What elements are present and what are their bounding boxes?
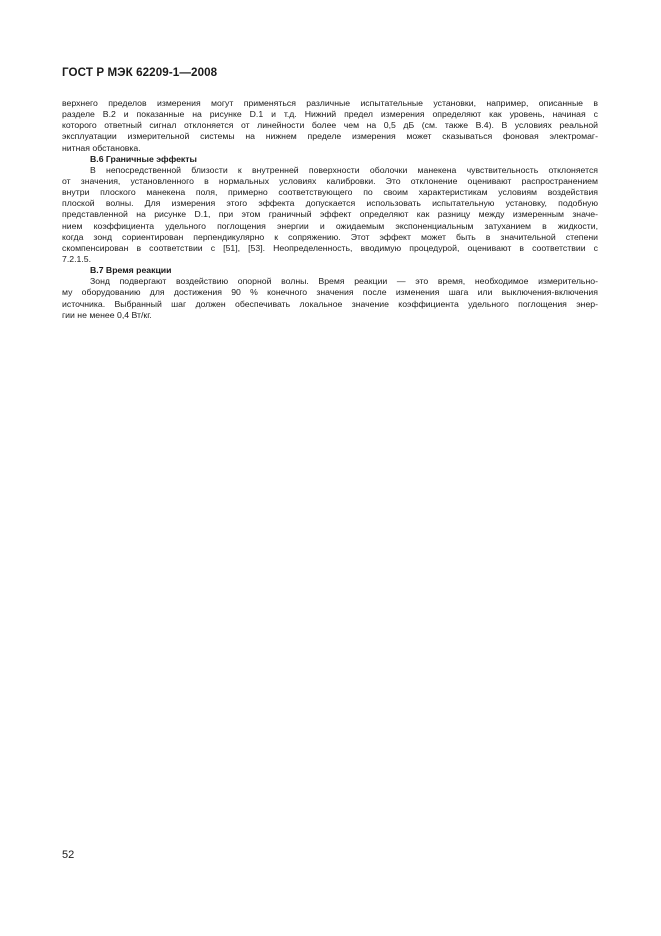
text-line: 7.2.1.5.	[62, 253, 91, 264]
text-line: внутри плоского манекена поля, примерно соответствующего по своим характеристикам условиям воздействия	[62, 187, 598, 198]
text-line: разделе В.2 и показанные на рисунке D.1 и т.д. Нижний предел измерения определяют как уровень, начиная с	[62, 109, 598, 120]
text-line: му оборудованию для достижения 90 % конечного значения после изменения шага или выключения-включения	[62, 287, 598, 298]
text-line: представленной на рисунке D.1, при этом граничный эффект определяют как разницу между измеренным значе-	[62, 209, 598, 220]
text-line: нием коэффициента удельного поглощения энергии и ожидаемым экспоненциальным затуханием в жидкости,	[62, 220, 598, 231]
text-line: источника. Выбранный шаг должен обеспечивать локальное значение коэффициента удельного поглощения энер-	[62, 298, 598, 309]
text-line: которого ответный сигнал отклоняется от линейности более чем на 0,5 дБ (см. также В.4). В условиях реальной	[62, 120, 598, 131]
text-line: от значения, установленного в нормальных условиях калибровки. Это отклонение оценивают распространением	[62, 175, 598, 186]
section-heading-b6: В.6 Граничные эффекты	[90, 153, 197, 164]
text-line: скомпенсирован в соответствии с [51], [53]. Неопределенность, вводимую процедурой, оценивают в соответствии с	[62, 242, 598, 253]
text-line: гии не менее 0,4 Вт/кг.	[62, 309, 152, 320]
page-number: 52	[62, 849, 75, 861]
text-line: В непосредственной близости к внутренней поверхности оболочки манекена чувствительность отклоняется	[90, 164, 598, 175]
section-heading-b7: В.7 Время реакции	[90, 265, 172, 276]
body-text	[62, 98, 598, 321]
document-header: ГОСТ Р МЭК 62209-1—2008	[62, 66, 218, 79]
text-line: Зонд подвергают воздействию опорной волны. Время реакции — это время, необходимое измерительно-	[90, 276, 598, 287]
text-line: когда зонд сориентирован перпендикулярно к сопряжению. Этот эффект может быть в значительной степени	[62, 231, 598, 242]
text-line: плоской волны. Для измерения этого эффекта допускается использовать испытательную установку, подобную	[62, 198, 598, 209]
text-line: эксплуатации измерительной системы на нижнем пределе измерения может сказываться фоновая электромаг-	[62, 131, 598, 142]
text-line: нитная обстановка.	[62, 142, 141, 153]
text-line: верхнего пределов измерения могут применяться различные испытательные установки, например, описанные в	[62, 98, 598, 108]
